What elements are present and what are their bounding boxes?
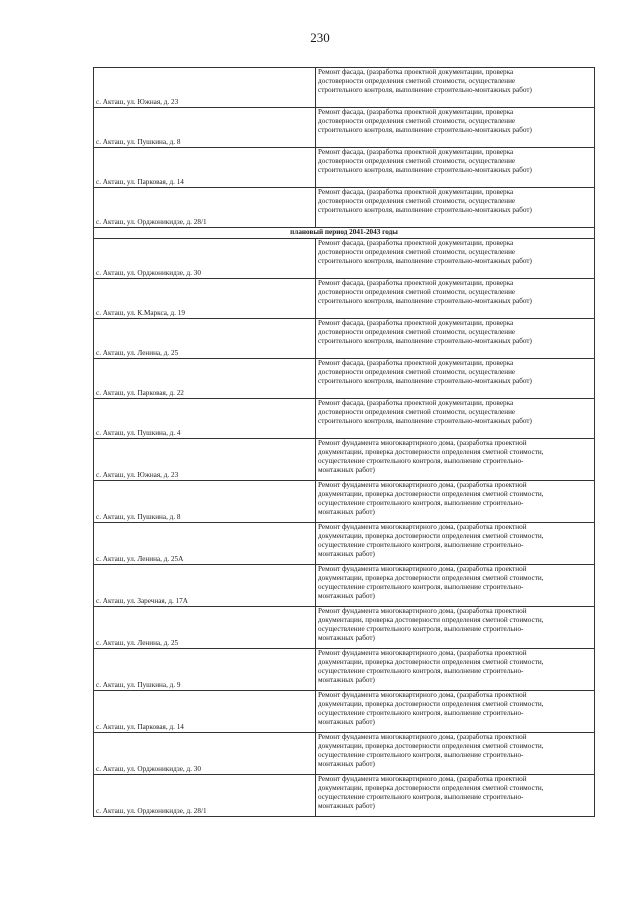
work-cell: Ремонт фундамента многоквартирного дома, (разработка проектной документации, проверка достоверности определения сметной стоимости, осуществление строительного контроля, выполнение строительно- монтажных работ): [316, 649, 595, 691]
work-cell: Ремонт фундамента многоквартирного дома, (разработка проектной документации, проверка достоверности определения сметной стоимости, осуществление строительного контроля, выполнение строительно- монтажных работ): [316, 439, 595, 481]
work-cell: Ремонт фундамента многоквартирного дома, (разработка проектной документации, проверка достоверности определения сметной стоимости, осуществление строительного контроля, выполнение строительно- монтажных работ): [316, 481, 595, 523]
address-cell: с. Акташ, ул. Пушкина, д. 4: [94, 399, 316, 439]
address-cell: с. Акташ, ул. Ленина, д. 25А: [94, 523, 316, 565]
address-cell: с. Акташ, ул. Ленина, д. 25: [94, 607, 316, 649]
table-row: [94, 481, 595, 523]
address-cell: с. Акташ, ул. К.Маркса, д. 19: [94, 279, 316, 319]
work-cell: Ремонт фасада, (разработка проектной документации, проверка достоверности определения сметной стоимости, осуществление строительного контроля, выполнение строительно-монтажных работ): [316, 239, 595, 279]
table-row: [94, 148, 595, 188]
table-row: [94, 319, 595, 359]
table-row: [94, 359, 595, 399]
work-cell: Ремонт фундамента многоквартирного дома, (разработка проектной документации, проверка достоверности определения сметной стоимости, осуществление строительного контроля, выполнение строительно- монтажных работ): [316, 607, 595, 649]
work-cell: Ремонт фундамента многоквартирного дома, (разработка проектной документации, проверка достоверности определения сметной стоимости, осуществление строительного контроля, выполнение строительно- монтажных работ): [316, 565, 595, 607]
work-cell: Ремонт фасада, (разработка проектной документации, проверка достоверности определения сметной стоимости, осуществление строительного контроля, выполнение строительно-монтажных работ): [316, 68, 595, 108]
work-cell: Ремонт фундамента многоквартирного дома, (разработка проектной документации, проверка достоверности определения сметной стоимости, осуществление строительного контроля, выполнение строительно- монтажных работ): [316, 733, 595, 775]
address-cell: с. Акташ, ул. Пушкина, д. 8: [94, 481, 316, 523]
table-row: [94, 733, 595, 775]
work-cell: Ремонт фундамента многоквартирного дома, (разработка проектной документации, проверка достоверности определения сметной стоимости, осуществление строительного контроля, выполнение строительно- монтажных работ): [316, 691, 595, 733]
works-table: [93, 67, 595, 817]
table-row: [94, 188, 595, 228]
work-cell: Ремонт фундамента многоквартирного дома, (разработка проектной документации, проверка достоверности определения сметной стоимости, осуществление строительного контроля, выполнение строительно- монтажных работ): [316, 775, 595, 817]
work-cell: Ремонт фундамента многоквартирного дома, (разработка проектной документации, проверка достоверности определения сметной стоимости, осуществление строительного контроля, выполнение строительно- монтажных работ): [316, 523, 595, 565]
table-row: [94, 279, 595, 319]
table-row: [94, 439, 595, 481]
work-cell: Ремонт фасада, (разработка проектной документации, проверка достоверности определения сметной стоимости, осуществление строительного контроля, выполнение строительно-монтажных работ): [316, 108, 595, 148]
table-row: [94, 649, 595, 691]
table-row: [94, 68, 595, 108]
period-heading-row: [94, 228, 595, 239]
page-number: 230: [310, 30, 330, 45]
table-row: [94, 239, 595, 279]
table-row: [94, 523, 595, 565]
work-cell: Ремонт фасада, (разработка проектной документации, проверка достоверности определения сметной стоимости, осуществление строительного контроля, выполнение строительно-монтажных работ): [316, 279, 595, 319]
address-cell: с. Акташ, ул. Парковая, д. 22: [94, 359, 316, 399]
address-cell: с. Акташ, ул. Заречная, д. 17А: [94, 565, 316, 607]
work-cell: Ремонт фасада, (разработка проектной документации, проверка достоверности определения сметной стоимости, осуществление строительного контроля, выполнение строительно-монтажных работ): [316, 399, 595, 439]
table-row: [94, 691, 595, 733]
address-cell: с. Акташ, ул. Орджоникидзе, д. 28/1: [94, 775, 316, 817]
address-cell: с. Акташ, ул. Пушкина, д. 8: [94, 108, 316, 148]
table-row: [94, 607, 595, 649]
address-cell: с. Акташ, ул. Парковая, д. 14: [94, 148, 316, 188]
work-cell: Ремонт фасада, (разработка проектной документации, проверка достоверности определения сметной стоимости, осуществление строительного контроля, выполнение строительно-монтажных работ): [316, 148, 595, 188]
table-body: [94, 68, 595, 817]
work-cell: Ремонт фасада, (разработка проектной документации, проверка достоверности определения сметной стоимости, осуществление строительного контроля, выполнение строительно-монтажных работ): [316, 359, 595, 399]
address-cell: с. Акташ, ул. Парковая, д. 14: [94, 691, 316, 733]
work-cell: Ремонт фасада, (разработка проектной документации, проверка достоверности определения сметной стоимости, осуществление строительного контроля, выполнение строительно-монтажных работ): [316, 188, 595, 228]
address-cell: с. Акташ, ул. Южная, д. 23: [94, 439, 316, 481]
address-cell: с. Акташ, ул. Ленина, д. 25: [94, 319, 316, 359]
table-row: [94, 565, 595, 607]
address-cell: с. Акташ, ул. Орджоникидзе, д. 30: [94, 239, 316, 279]
table-row: [94, 108, 595, 148]
period-heading: плановый период 2041-2043 годы: [94, 228, 595, 239]
table-row: [94, 775, 595, 817]
address-cell: с. Акташ, ул. Южная, д. 23: [94, 68, 316, 108]
table-row: [94, 399, 595, 439]
address-cell: с. Акташ, ул. Пушкина, д. 9: [94, 649, 316, 691]
work-cell: Ремонт фасада, (разработка проектной документации, проверка достоверности определения сметной стоимости, осуществление строительного контроля, выполнение строительно-монтажных работ): [316, 319, 595, 359]
address-cell: с. Акташ, ул. Орджоникидзе, д. 30: [94, 733, 316, 775]
address-cell: с. Акташ, ул. Орджоникидзе, д. 28/1: [94, 188, 316, 228]
